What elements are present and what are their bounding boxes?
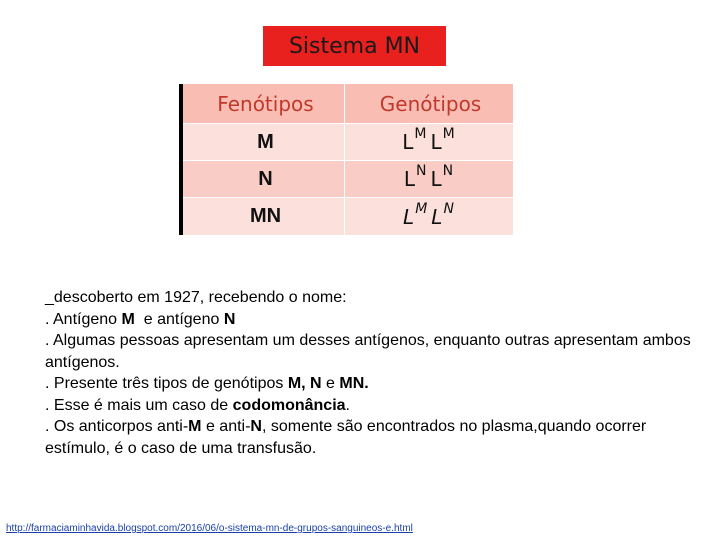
phenotype-cell: M [257,130,274,153]
genotype-cell [348,198,513,235]
row-divider [183,123,513,124]
row-divider [183,160,513,161]
row-divider [183,197,513,198]
header-phenotypes: Fenótipos [217,91,314,116]
genotype-cell [348,161,513,197]
phenotype-genotype-table [179,84,513,235]
genotype-cell [348,124,513,160]
text-line-4: . Presente três tipos de genótipos M, N e MN. [45,375,369,392]
phenotype-cell: N [258,167,273,190]
genotype-value: $L^N$ $L^N$ [403,163,454,191]
header-genotypes: Genótipos [379,91,482,116]
table-row [183,198,513,235]
text-line-6: . Os anticorpos anti-M e anti-N, somente são encontrados no plasma,quando ocorrer estímulo, é o caso de uma transfusão. [45,418,647,457]
text-line-1: _descoberto em 1927, recebendo o nome: [45,289,347,306]
column-divider [344,84,345,235]
source-link[interactable]: http://farmaciaminhavida.blogspot.com/2016/06/o-sistema-mn-de-grupos-sanguineos-e.html [6,523,413,534]
table-header-row [183,84,513,123]
table-row [183,161,513,197]
genotype-value: $L^M$ $L^M$ [402,126,455,154]
text-line-2: . Antígeno M e antígeno N [45,310,236,328]
phenotype-cell: MN [249,205,282,227]
page-title: Sistema MN [263,26,446,66]
table-row [183,124,513,160]
body-text [45,287,695,459]
text-line-3: . Algumas pessoas apresentam um desses antígenos, enquanto outras apresentam ambos antígenos. [45,332,691,371]
genotype-value: $L^M$ $L^N$ [403,200,454,229]
text-line-5: . Esse é mais um caso de codomonância. [45,396,350,414]
